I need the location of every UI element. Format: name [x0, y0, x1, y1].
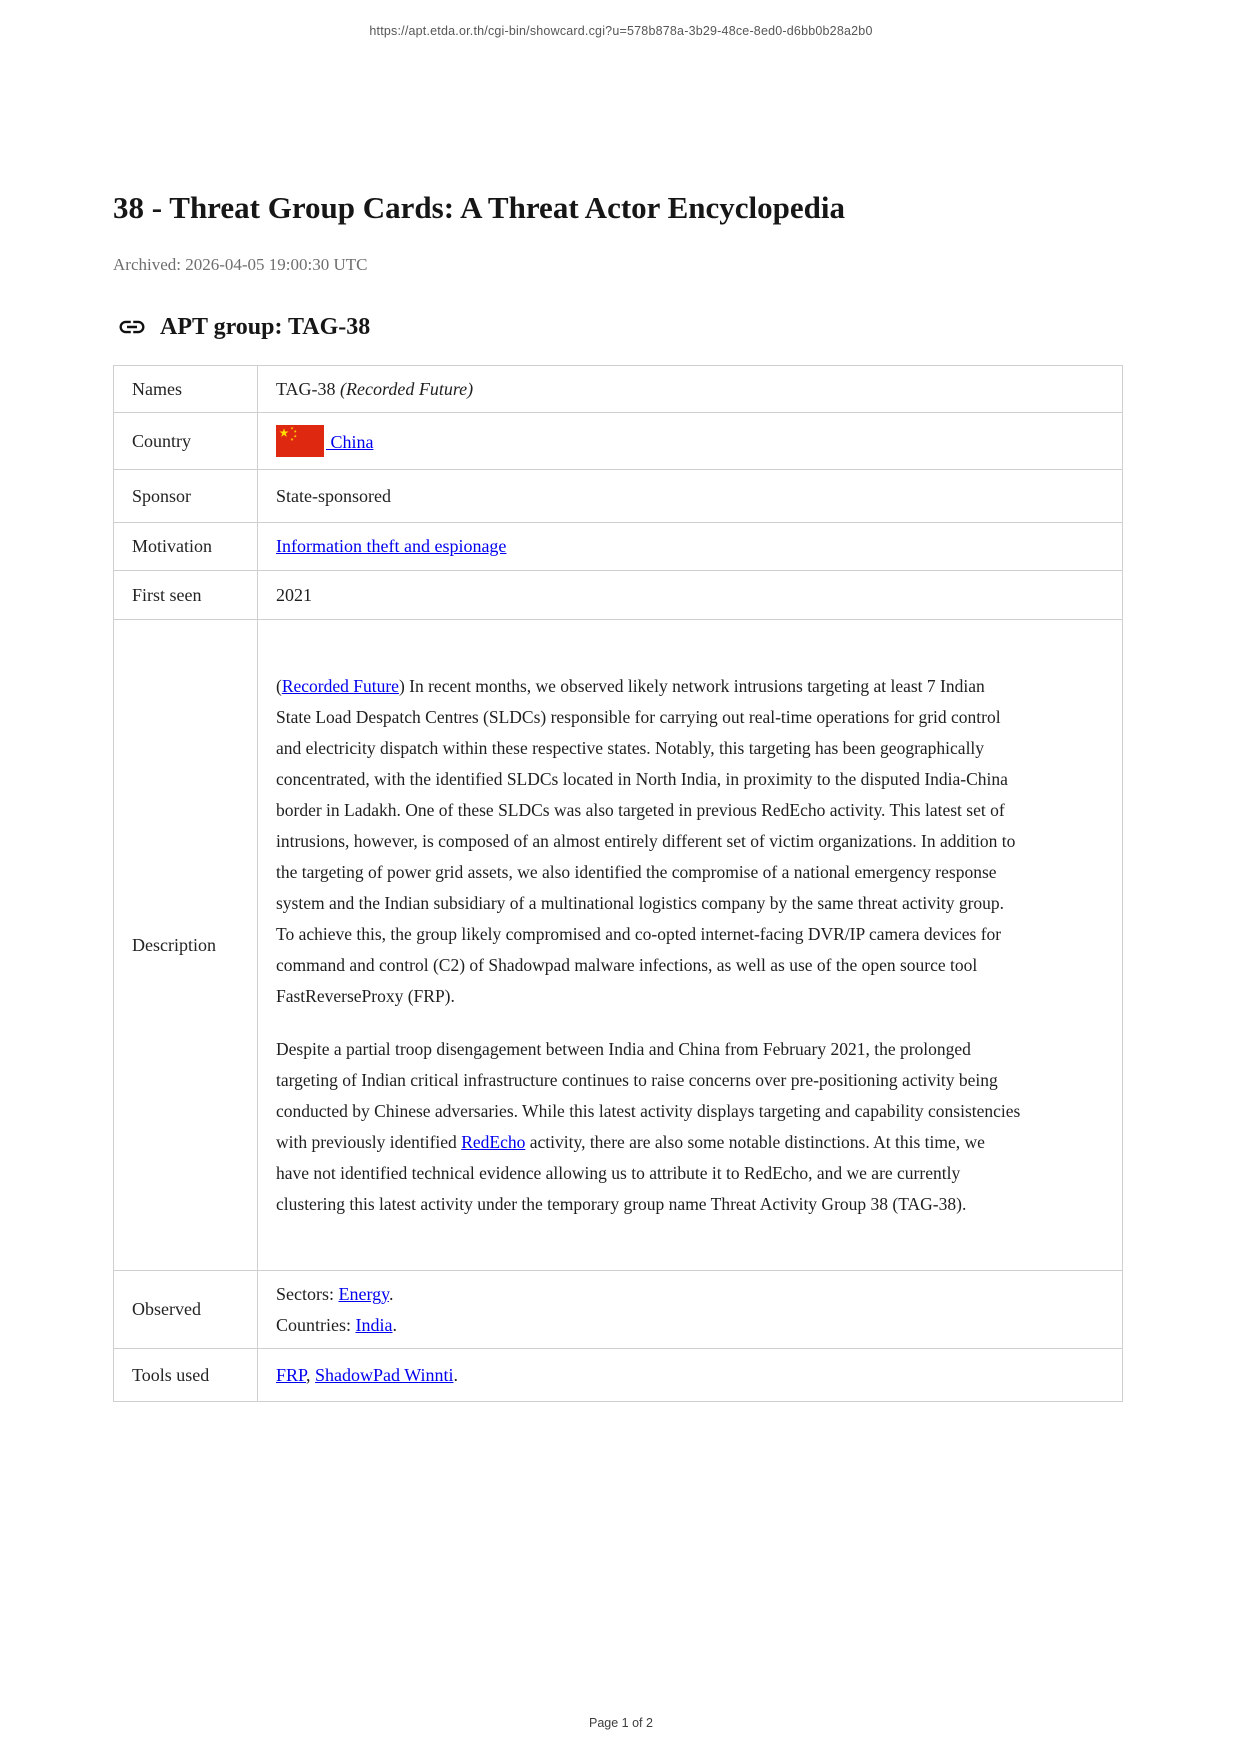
- row-value-country: [258, 413, 1123, 470]
- group-name-source: (Recorded Future): [340, 378, 474, 399]
- print-header-url: https://apt.etda.or.th/cgi-bin/showcard.cgi?u=578b878a-3b29-48ce-8ed0-d6bb0b28a2b0: [369, 24, 873, 38]
- row-value-description: [258, 620, 1123, 1271]
- inline-link[interactable]: India: [355, 1314, 393, 1335]
- inline-text: .: [388, 1283, 394, 1304]
- inline-link[interactable]: ShadowPad Winnti: [315, 1364, 454, 1385]
- description-paragraph-2: [276, 1034, 1021, 1220]
- row-value-motivation: [258, 523, 1123, 571]
- row-value-first-seen: 2021: [258, 571, 1123, 620]
- china-flag-icon: [276, 425, 324, 457]
- observed-countries-line: [276, 1310, 1104, 1341]
- inline-text: (: [276, 675, 282, 696]
- row-label-description: Description: [114, 620, 258, 1271]
- description-paragraph-1: [276, 671, 1021, 1012]
- table-row-sponsor: [114, 470, 1123, 523]
- inline-text: Despite a partial troop disengagement between India and China from February 2021, the prolonged targeting of Indian critical infrastructure continues to raise concerns over pre-positioning activity being conducted by Chinese adversaries. While this latest activity displays targeting and capability consistencies with previously identified: [276, 1038, 1021, 1152]
- threat-group-card-table: [113, 365, 1123, 1402]
- inline-text: ) In recent months, we observed likely network intrusions targeting at least 7 Indian State Load Despatch Centres (SLDCs) responsible for carrying out real-time operations for grid control and electricity dispatch within these respective states. Notably, this targeting has been geographically concentrated, with the identified SLDCs located in North India, in proximity to the disputed India-China border in Ladakh. One of these SLDCs was also targeted in previous RedEcho activity. This latest set of intrusions, however, is composed of an almost entirely different set of victim organizations. In addition to the targeting of power grid assets, we also identified the compromise of a national emergency response system and the Indian subsidiary of a multinational logistics company by the same threat activity group. To achieve this, the group likely compromised and co-opted internet-facing DVR/IP camera devices for command and control (C2) of Shadowpad malware infections, as well as use of the open source tool FastReverseProxy (FRP).: [276, 675, 1016, 1006]
- country-link-label: China: [330, 432, 374, 452]
- document-body: [113, 0, 1123, 1402]
- archived-timestamp: Archived: 2026-04-05 19:00:30 UTC: [113, 255, 368, 274]
- page-number: Page 1 of 2: [589, 1716, 653, 1730]
- inline-link[interactable]: FRP: [276, 1364, 307, 1385]
- inline-link[interactable]: Recorded Future: [281, 675, 399, 696]
- group-name: TAG-38: [276, 378, 341, 399]
- group-heading-label: APT group: TAG-38: [160, 313, 371, 340]
- inline-text: Sectors:: [276, 1283, 339, 1304]
- row-label-names: Names: [114, 366, 258, 413]
- inline-text: Countries:: [276, 1314, 356, 1335]
- row-label-tools-used: Tools used: [114, 1349, 258, 1402]
- motivation-link[interactable]: Information theft and espionage: [276, 536, 507, 556]
- anchor-link-icon: [113, 312, 151, 342]
- table-row-names: [114, 366, 1123, 413]
- row-label-observed: Observed: [114, 1271, 258, 1349]
- observed-sectors-line: [276, 1279, 1104, 1310]
- inline-text: activity, there are also some notable distinctions. At this time, we have not identified technical evidence allowing us to attribute it to RedEcho, and we are currently clustering this latest activity under the temporary group name Threat Activity Group 38 (TAG-38).: [276, 1131, 985, 1214]
- row-label-country: Country: [114, 413, 258, 470]
- table-row-tools-used: [114, 1349, 1123, 1402]
- table-row-motivation: [114, 523, 1123, 571]
- inline-text: ,: [306, 1364, 316, 1385]
- table-row-observed: [114, 1271, 1123, 1349]
- row-value-observed: [258, 1271, 1123, 1349]
- row-value-sponsor: State-sponsored: [258, 470, 1123, 523]
- row-label-motivation: Motivation: [114, 523, 258, 571]
- inline-text: .: [392, 1314, 397, 1335]
- row-label-first-seen: First seen: [114, 571, 258, 620]
- row-value-names: [258, 366, 1123, 413]
- table-row-first-seen: [114, 571, 1123, 620]
- table-row-country: [114, 413, 1123, 470]
- row-value-tools-used: [258, 1349, 1123, 1402]
- inline-link[interactable]: RedEcho: [461, 1131, 526, 1152]
- row-label-sponsor: Sponsor: [114, 470, 258, 523]
- group-heading: [113, 312, 1123, 342]
- inline-link[interactable]: Energy: [338, 1283, 389, 1304]
- country-link[interactable]: [276, 432, 374, 452]
- page-title: 38 - Threat Group Cards: A Threat Actor Encyclopedia: [113, 190, 845, 225]
- inline-text: .: [453, 1364, 458, 1385]
- table-row-description: [114, 620, 1123, 1271]
